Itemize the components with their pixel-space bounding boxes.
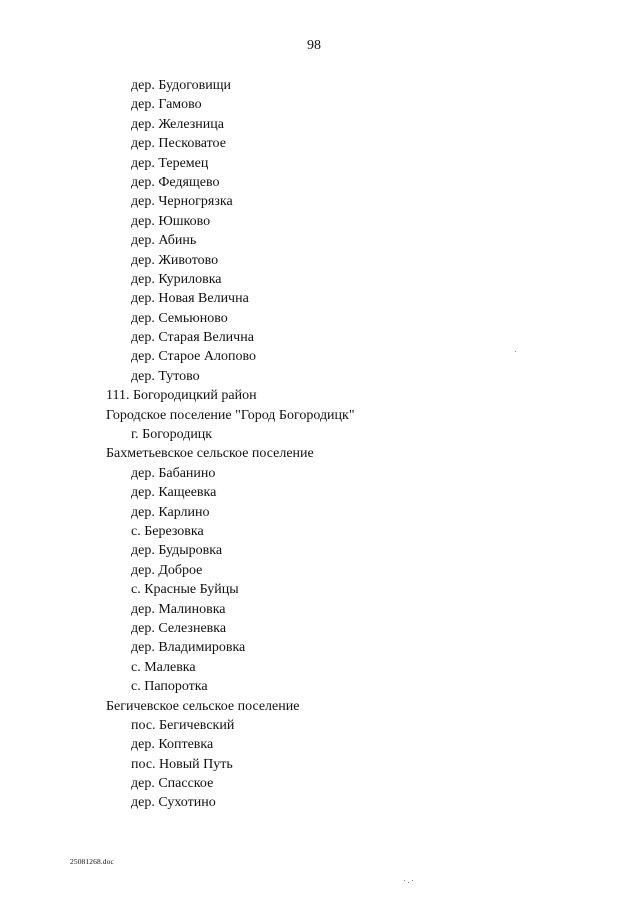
settlement-entry: с. Красные Буйцы bbox=[131, 582, 239, 598]
page-number: 98 bbox=[307, 38, 321, 53]
settlement-entry: пос. Новый Путь bbox=[131, 756, 233, 772]
settlement-entry: дер. Новая Велична bbox=[131, 291, 249, 307]
settlement-entry: дер. Юшково bbox=[131, 213, 211, 229]
settlement-entry: дер. Спасское bbox=[131, 776, 214, 792]
settlement-entry: с. Малевка bbox=[131, 659, 196, 675]
section-heading: Городское поселение "Город Богородицк" bbox=[106, 407, 355, 423]
section-heading: Бахметьевское сельское поселение bbox=[106, 446, 314, 462]
settlement-entry: дер. Доброе bbox=[131, 562, 203, 578]
settlement-entry: дер. Малиновка bbox=[131, 601, 226, 617]
settlement-entry: дер. Федящево bbox=[131, 174, 220, 190]
settlement-entry: г. Богородицк bbox=[131, 427, 213, 443]
settlement-entry: дер. Тутово bbox=[131, 368, 200, 384]
settlement-entry: дер. Бабанино bbox=[131, 465, 216, 481]
settlement-entry: дер. Животово bbox=[131, 252, 219, 268]
settlement-entry: дер. Карлино bbox=[131, 504, 210, 520]
document-footer-filename: 25081268.doc bbox=[70, 857, 114, 866]
settlement-entry: дер. Будыровка bbox=[131, 543, 223, 559]
settlement-entry: дер. Селезневка bbox=[131, 620, 227, 636]
settlement-entry: с. Березовка bbox=[131, 523, 204, 539]
settlement-entry: дер. Гамово bbox=[131, 97, 202, 113]
scan-speck bbox=[404, 880, 405, 881]
settlement-entry: дер. Абинь bbox=[131, 233, 197, 249]
section-heading: Бегичевское сельское поселение bbox=[106, 698, 300, 714]
scan-speck bbox=[412, 880, 413, 881]
settlement-entry: дер. Семьюново bbox=[131, 310, 228, 326]
settlement-list bbox=[106, 76, 586, 813]
settlement-entry: дер. Песковатое bbox=[131, 136, 226, 152]
settlement-entry: с. Папоротка bbox=[131, 679, 208, 695]
settlement-entry: дер. Старая Велична bbox=[131, 330, 254, 346]
settlement-entry: дер. Старое Алопово bbox=[131, 349, 256, 365]
settlement-entry: дер. Куриловка bbox=[131, 271, 222, 287]
settlement-entry: дер. Коптевка bbox=[131, 737, 214, 753]
scan-speck bbox=[515, 351, 516, 352]
settlement-entry: пос. Бегичевский bbox=[131, 717, 235, 733]
scan-speck bbox=[408, 882, 409, 883]
settlement-entry: дер. Будоговищи bbox=[131, 78, 232, 93]
settlement-entry: дер. Сухотино bbox=[131, 795, 216, 811]
settlement-entry: дер. Теремец bbox=[131, 155, 209, 171]
settlement-entry: дер. Черногрязка bbox=[131, 194, 233, 210]
settlement-entry: дер. Железница bbox=[131, 116, 224, 132]
settlement-entry: дер. Владимировка bbox=[131, 640, 246, 656]
section-heading: 111. Богородицкий район bbox=[106, 388, 257, 404]
settlement-entry: дер. Кащеевка bbox=[131, 485, 217, 501]
